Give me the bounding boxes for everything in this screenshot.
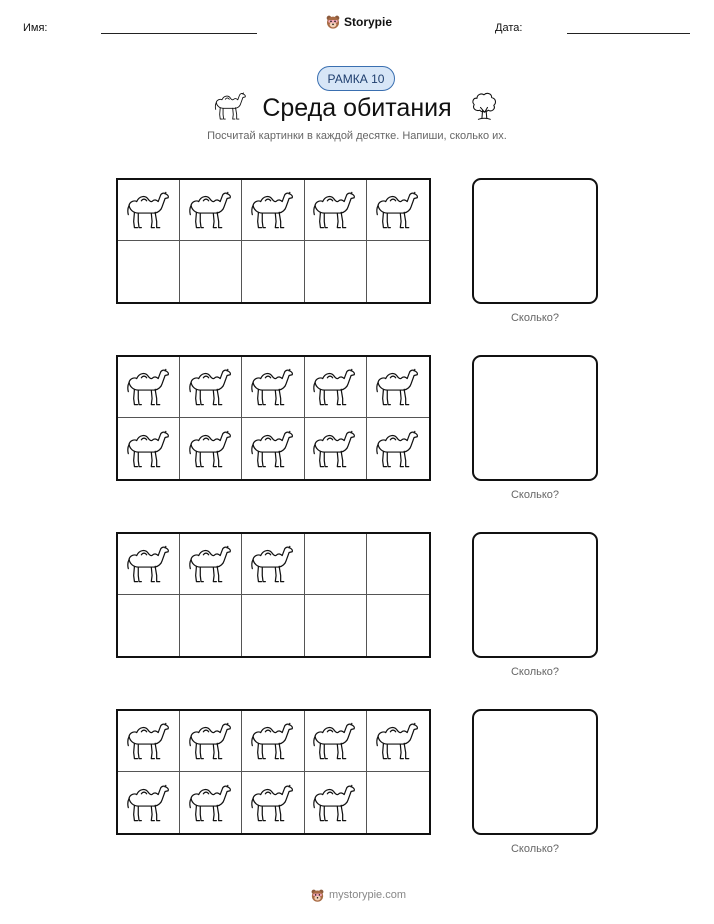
instructions: Посчитай картинки в каждой десятке. Напиши, сколько их. bbox=[207, 130, 507, 142]
camel-icon bbox=[312, 429, 358, 469]
answer-box[interactable] bbox=[472, 178, 598, 304]
date-label: Дата: bbox=[495, 22, 523, 34]
date-line[interactable] bbox=[567, 33, 690, 34]
ten-frame-cell bbox=[305, 534, 367, 595]
camel-icon bbox=[126, 783, 172, 823]
camel-icon bbox=[250, 721, 296, 761]
bear-mascot-icon bbox=[325, 14, 341, 30]
ten-frame-cell bbox=[305, 180, 367, 241]
frame-badge: РАМКА 10 bbox=[317, 66, 395, 91]
camel-icon bbox=[312, 783, 358, 823]
camel-icon bbox=[250, 367, 296, 407]
how-many-label: Сколько? bbox=[510, 666, 560, 678]
camel-icon bbox=[312, 367, 358, 407]
camel-icon bbox=[126, 190, 172, 230]
ten-frame-cell bbox=[367, 534, 429, 595]
ten-frame-cell bbox=[367, 418, 429, 479]
ten-frame bbox=[116, 178, 431, 304]
how-many-label: Сколько? bbox=[510, 312, 560, 324]
ten-frame-cell bbox=[367, 180, 429, 241]
camel-icon bbox=[250, 544, 296, 584]
ten-frame-cell bbox=[180, 772, 242, 833]
ten-frame-cell bbox=[242, 772, 304, 833]
camel-icon bbox=[188, 190, 234, 230]
how-many-label: Сколько? bbox=[510, 843, 560, 855]
ten-frame-cell bbox=[242, 357, 304, 418]
ten-frame-cell bbox=[242, 534, 304, 595]
ten-frame-cell bbox=[118, 772, 180, 833]
ten-frame-cell bbox=[180, 180, 242, 241]
ten-frame-cell bbox=[118, 595, 180, 656]
camel-icon bbox=[375, 429, 421, 469]
ten-frame-cell bbox=[118, 357, 180, 418]
bear-mascot-icon bbox=[310, 888, 325, 903]
page-title: Среда обитания bbox=[262, 94, 452, 122]
answer-box[interactable] bbox=[472, 355, 598, 481]
camel-icon bbox=[375, 190, 421, 230]
ten-frame-cell bbox=[305, 711, 367, 772]
ten-frame-cell bbox=[180, 418, 242, 479]
ten-frame-cell bbox=[118, 180, 180, 241]
ten-frame bbox=[116, 532, 431, 658]
ten-frame-cell bbox=[180, 595, 242, 656]
answer-box[interactable] bbox=[472, 532, 598, 658]
ten-frame-cell bbox=[180, 711, 242, 772]
ten-frame-cell bbox=[305, 241, 367, 302]
name-label: Имя: bbox=[23, 22, 48, 34]
ten-frame-cell bbox=[180, 357, 242, 418]
ten-frame-cell bbox=[242, 595, 304, 656]
camel-icon bbox=[250, 429, 296, 469]
footer-url: mystorypie.com bbox=[329, 889, 407, 901]
ten-frame-cell bbox=[305, 418, 367, 479]
ten-frame-cell bbox=[305, 772, 367, 833]
camel-icon bbox=[188, 783, 234, 823]
ten-frame-cell bbox=[180, 534, 242, 595]
camel-icon bbox=[312, 190, 358, 230]
ten-frame-cell bbox=[367, 595, 429, 656]
camel-icon bbox=[250, 783, 296, 823]
how-many-label: Сколько? bbox=[510, 489, 560, 501]
ten-frame-cell bbox=[242, 180, 304, 241]
storypie-logo bbox=[325, 12, 392, 32]
footer bbox=[310, 884, 406, 906]
ten-frame-cell bbox=[242, 711, 304, 772]
ten-frame-cell bbox=[367, 241, 429, 302]
camel-icon bbox=[188, 544, 234, 584]
ten-frame bbox=[116, 355, 431, 481]
camel-icon bbox=[188, 367, 234, 407]
camel-icon bbox=[250, 190, 296, 230]
ten-frame-cell bbox=[118, 241, 180, 302]
ten-frame-cell bbox=[242, 418, 304, 479]
name-line[interactable] bbox=[101, 33, 257, 34]
camel-icon bbox=[375, 367, 421, 407]
camel-icon bbox=[126, 429, 172, 469]
ten-frame-cell bbox=[118, 534, 180, 595]
camel-icon bbox=[126, 544, 172, 584]
camel-icon bbox=[312, 721, 358, 761]
ten-frame-cell bbox=[367, 357, 429, 418]
answer-box[interactable] bbox=[472, 709, 598, 835]
ten-frame-cell bbox=[180, 241, 242, 302]
camel-icon bbox=[126, 367, 172, 407]
camel-icon bbox=[375, 721, 421, 761]
ten-frame-cell bbox=[118, 418, 180, 479]
camel-icon bbox=[188, 429, 234, 469]
ten-frame-cell bbox=[367, 711, 429, 772]
ten-frame-cell bbox=[367, 772, 429, 833]
tree-icon bbox=[470, 90, 498, 122]
ten-frame bbox=[116, 709, 431, 835]
ten-frame-cell bbox=[242, 241, 304, 302]
ten-frame-cell bbox=[305, 357, 367, 418]
camel-icon bbox=[188, 721, 234, 761]
camel-icon bbox=[126, 721, 172, 761]
ten-frame-cell bbox=[118, 711, 180, 772]
ten-frame-cell bbox=[305, 595, 367, 656]
brand-name: Storypie bbox=[344, 15, 393, 29]
